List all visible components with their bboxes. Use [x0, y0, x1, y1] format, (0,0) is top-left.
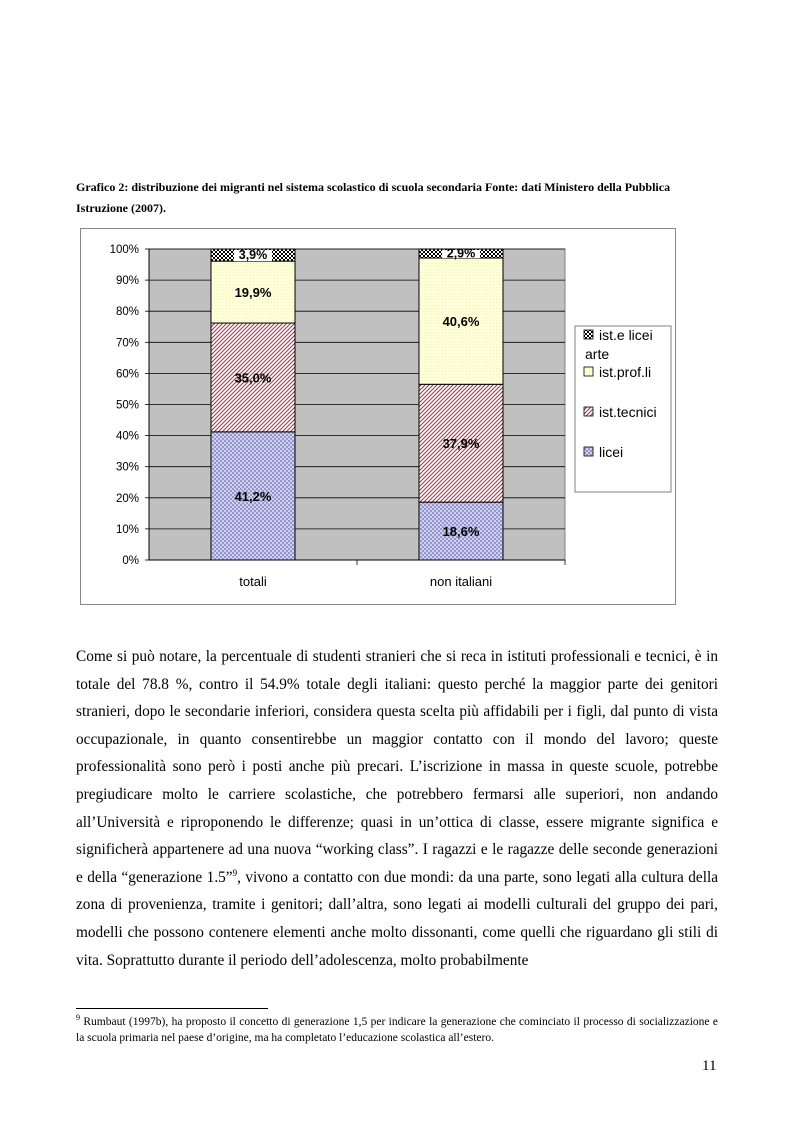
data-label: 19,9%	[234, 285, 272, 301]
y-tick-label: 30%	[115, 461, 139, 474]
x-tick-label: non italiani	[429, 574, 493, 589]
y-tick-label: 90%	[115, 275, 139, 288]
data-label: 3,9%	[238, 248, 268, 263]
y-tick-label: 0%	[122, 555, 139, 567]
page-number: 11	[702, 1058, 717, 1074]
y-tick-label: 60%	[115, 368, 139, 381]
legend-swatch	[584, 407, 593, 416]
data-label: 37,9%	[442, 436, 480, 452]
data-label: 40,6%	[442, 314, 480, 330]
legend-swatch	[584, 447, 593, 456]
chart-caption: Grafico 2: distribuzione dei migranti nel sistema scolastico di scuola secondaria Fonte: dati Ministero della Pubblica Istruzione (2007).	[76, 180, 671, 215]
data-label: 2,9%	[446, 246, 476, 261]
chart-svg	[81, 229, 675, 604]
y-tick-label: 100%	[109, 244, 139, 256]
legend-label: ist.e licei	[599, 327, 653, 343]
body-text-a: Come si può notare, la percentuale di studenti stranieri che si reca in istituti professionali e tecnici, è in totale del 78.8 %, contro il 54.9% totale degli italiani: questo perché la maggior parte dei genitori stranieri, dopo le secondarie inferiori, considera questa scelta più affidabili per i figli, dal punto di vista occupazionale, in quanto consentirebbe un maggior contatto con il mondo del lavoro; queste professionalità sono però i posti anche più precari. L’iscrizione in massa in queste scuole, potrebbe pregiudicare molto le carriere scolastiche, che potrebbero fermarsi alle superiori, non andando all’Università e riproponendo le differenze; quasi in un’ottica di classe, essere migrante significa e significherà appartenere ad una nuova “working class”. I ragazzi e le ragazze delle seconde generazioni e della “generazione 1.5”	[76, 648, 718, 886]
body-paragraph	[76, 643, 718, 974]
legend-swatch	[584, 330, 593, 339]
y-tick-label: 50%	[115, 399, 139, 412]
legend-label: licei	[599, 444, 624, 460]
legend-label: ist.prof.li	[599, 364, 652, 380]
legend-swatch	[584, 367, 593, 376]
footnote	[76, 1015, 718, 1046]
footnote-number: 9	[76, 1013, 80, 1023]
stacked-bar-chart	[80, 228, 676, 605]
footnote-reference[interactable]: 9	[232, 867, 238, 878]
y-tick-label: 10%	[115, 523, 139, 536]
y-tick-label: 40%	[115, 430, 139, 443]
body-text-b: , vivono a contatto con due mondi: da una parte, sono legati alla cultura della zona di provenienza, tramite i genitori; dall’altra, sono legati ai modelli culturali del gruppo dei pari, modelli che possono contenere elementi anche molto dissonanti, come quelli che riguardano gli stili di vita. Soprattutto durante il periodo dell’adolescenza, molto probabilmente	[76, 868, 718, 969]
footnote-separator	[76, 1008, 268, 1009]
x-tick-label: totali	[239, 574, 267, 589]
y-tick-label: 70%	[115, 337, 139, 350]
y-tick-label: 20%	[115, 492, 139, 505]
data-label: 18,6%	[442, 524, 480, 540]
footnote-text: Rumbaut (1997b), ha proposto il concetto di generazione 1,5 per indicare la generazione che cominciato il processo di socializzazione e la scuola primaria nel paese d’origine, ma ha completato l’educazione scolastica all’estero.	[76, 1016, 718, 1044]
legend-label-cont: arte	[585, 346, 610, 362]
y-tick-label: 80%	[115, 306, 139, 319]
legend-label: ist.tecnici	[599, 404, 657, 420]
data-label: 35,0%	[234, 370, 272, 386]
data-label: 41,2%	[234, 488, 272, 504]
